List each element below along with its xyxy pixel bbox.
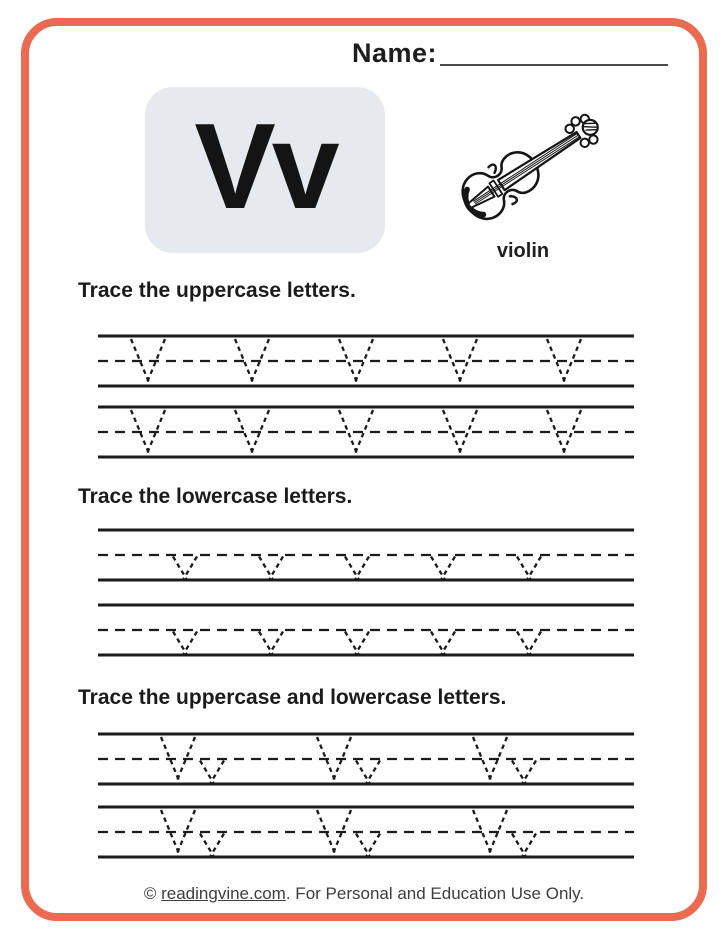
tracing-guides	[98, 731, 634, 787]
footer-copyright	[0, 884, 728, 904]
section-heading-uppercase: Trace the uppercase letters.	[78, 279, 356, 302]
violin-icon	[423, 94, 623, 238]
letter-card	[145, 87, 385, 253]
trace-letter-v	[345, 557, 369, 580]
trace-letter-v	[259, 557, 283, 580]
trace-letter-v	[173, 632, 197, 655]
trace-letter-v	[356, 834, 380, 857]
tracing-row	[98, 527, 634, 583]
violin-illustration	[423, 94, 623, 238]
trace-letter-v	[259, 632, 283, 655]
tracing-guides	[98, 602, 634, 658]
section-heading-lowercase: Trace the lowercase letters.	[78, 485, 353, 508]
tracing-row	[98, 404, 634, 460]
trace-letter-v	[200, 834, 224, 857]
tracing-guides	[98, 527, 634, 583]
trace-letter-v	[200, 761, 224, 784]
footer-prefix: ©	[143, 884, 162, 903]
letter-card-text: Vv	[194, 98, 336, 234]
tracing-guides	[98, 404, 634, 460]
footer-link[interactable]: readingvine.com	[161, 884, 286, 903]
footer-suffix: . For Personal and Education Use Only.	[285, 884, 585, 903]
tracing-row	[98, 333, 634, 389]
tracing-row	[98, 602, 634, 658]
trace-letter-v	[345, 632, 369, 655]
tracing-row	[98, 731, 634, 787]
trace-letter-v	[431, 557, 455, 580]
section-heading-mixed: Trace the uppercase and lowercase letters.	[78, 686, 507, 709]
trace-letter-v	[517, 632, 541, 655]
trace-letter-v	[512, 834, 536, 857]
trace-letter-v	[356, 761, 380, 784]
tracing-guides	[98, 333, 634, 389]
tracing-guides	[98, 804, 634, 860]
trace-letter-v	[517, 557, 541, 580]
trace-letter-v	[173, 557, 197, 580]
name-label: Name:	[352, 38, 438, 68]
name-write-line	[440, 64, 668, 66]
illustration-caption: violin	[496, 240, 550, 262]
trace-letter-v	[512, 761, 536, 784]
trace-letter-v	[431, 632, 455, 655]
tracing-row	[98, 804, 634, 860]
